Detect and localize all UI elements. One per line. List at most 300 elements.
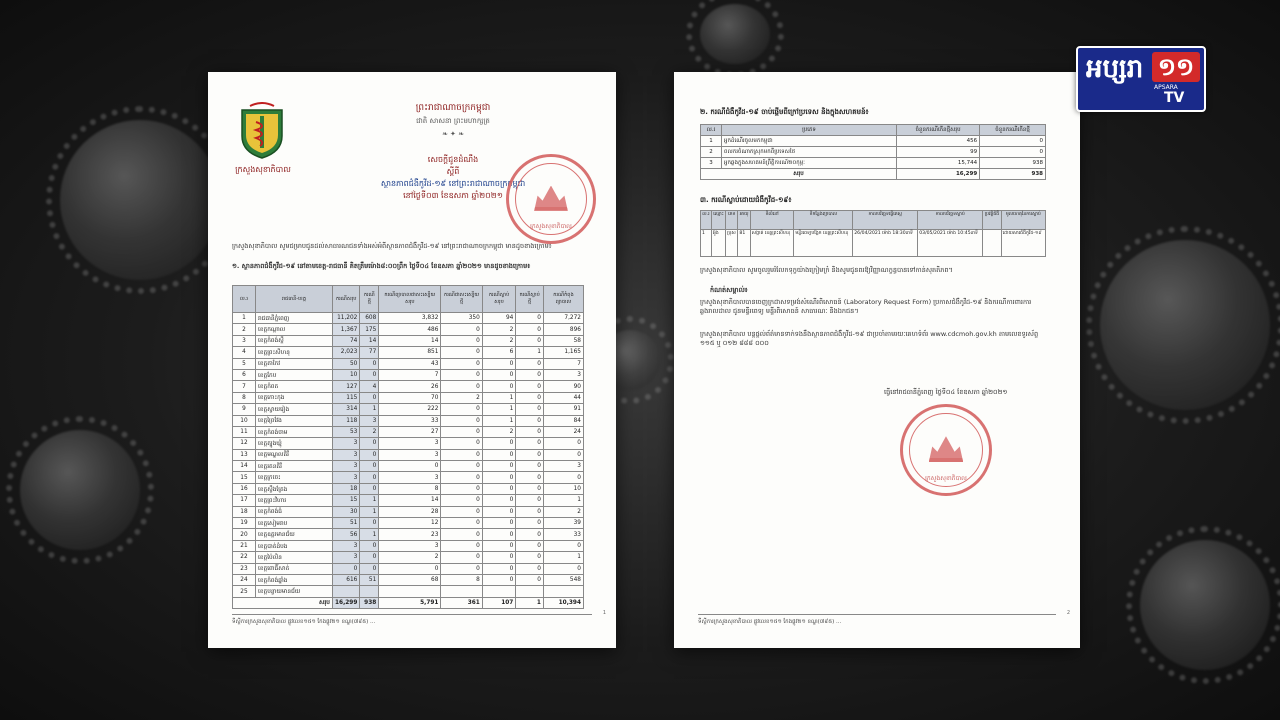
table-cell: 6 — [482, 347, 516, 358]
province-cell: ខេត្តកោះកុង — [256, 392, 333, 403]
table-cell: 2 — [441, 392, 482, 403]
table-cell: 0 — [441, 506, 482, 517]
motto-line: ជាតិ សាសនា ព្រះមហាក្សត្រ — [416, 117, 490, 125]
table-row — [233, 347, 584, 358]
table-row — [233, 495, 584, 506]
table-cell: 0 — [482, 563, 516, 574]
table-cell: 0 — [379, 461, 441, 472]
seal-text: ក្រសួងសុខាភិបាល — [530, 222, 572, 230]
province-cell: ខេត្តពោធិ៍សាត់ — [256, 563, 333, 574]
total-cell: 938 — [360, 597, 379, 608]
table-cell: 0 — [441, 324, 482, 335]
table-cell: 68 — [379, 574, 441, 585]
table-cell: 94 — [482, 313, 516, 324]
page-number: 2 — [1066, 610, 1070, 616]
table-cell: 0 — [516, 335, 544, 346]
table-cell: 9 — [233, 404, 256, 415]
table-cell — [543, 586, 583, 597]
table-cell: ដោយសារជំងឺកូវីដ-១៩ — [1001, 230, 1045, 257]
column-header: ប្រវត្តិជំងឺ — [983, 211, 1001, 230]
channel-number: ១១ — [1152, 52, 1200, 82]
table-cell: 0 — [543, 449, 583, 460]
table-cell: 0 — [360, 552, 379, 563]
table-cell: 1,367 — [333, 324, 360, 335]
brand-text: អប្សរា — [1086, 54, 1144, 84]
ministry-logo-icon — [236, 102, 288, 160]
title-line-4: នៅថ្ងៃទី០៣ ខែឧសភា ឆ្នាំ២០២១ — [403, 191, 503, 200]
table-cell: 30 — [333, 506, 360, 517]
table-cell: 486 — [379, 324, 441, 335]
table-cell: 0 — [360, 461, 379, 472]
section-1-heading: ១. ស្ថានភាពជំងឺកូវីដ-១៩ នៅតាមខេត្ត-រាជធានី គិតត្រឹមម៉ោង៨:០០ព្រឹក ថ្ងៃទី០៤ ខែឧសភា ឆ្នាំ២០២១ មានដូចខាងក្រោម៖ — [232, 262, 531, 270]
table-cell: 84 — [543, 415, 583, 426]
table-cell: 2,023 — [333, 347, 360, 358]
table-cell: សង្កាត់ ខេត្តព្រះសីហនុ — [750, 230, 794, 257]
table-cell: 0 — [516, 358, 544, 369]
table-cell: 70 — [379, 392, 441, 403]
province-cell: ខេត្តកំពង់ចាម — [256, 426, 333, 437]
table-cell: 43 — [379, 358, 441, 369]
table-cell: 3 — [379, 540, 441, 551]
table-cell: 1 — [360, 506, 379, 517]
table-cell: 0 — [441, 563, 482, 574]
table-cell: 0 — [441, 347, 482, 358]
title-line-3: ស្ថានភាពជំងឺកូវីដ-១៩ នៅព្រះរាជាណាចក្រកម្ពុជា — [380, 179, 526, 188]
table-cell — [333, 586, 360, 597]
table-cell: 27 — [379, 426, 441, 437]
table-cell: 0 — [441, 358, 482, 369]
table-cell: 222 — [379, 404, 441, 415]
column-header: ករណីថ្មី — [360, 286, 379, 313]
table-cell: 0 — [516, 392, 544, 403]
table-cell: 15 — [233, 472, 256, 483]
table-cell: 3 — [701, 158, 722, 169]
page-footer: ទីស្តីការក្រសួងសុខាភិបាល ផ្លូវលេខ១៥១ កែងផ្លូវ២១ ខណ្ឌ(៧៩៥) ... — [698, 614, 1056, 626]
column-header: រាជធានី-ខេត្ត — [256, 286, 333, 313]
table-row — [233, 335, 584, 346]
brand-tv: TV — [1164, 90, 1185, 106]
column-header: ល.រ — [701, 211, 712, 230]
table-cell: 23 — [233, 563, 256, 574]
page-number: 1 — [602, 610, 606, 616]
province-cell: ខេត្តមណ្ឌលគិរី — [256, 449, 333, 460]
table-cell: 8 — [379, 483, 441, 494]
table-cell: 1 — [482, 404, 516, 415]
table-cell: 8 — [233, 392, 256, 403]
table-cell: 3 — [233, 335, 256, 346]
table-cell: 0 — [482, 438, 516, 449]
table-cell: 20 — [233, 529, 256, 540]
table-cell: 0 — [482, 552, 516, 563]
column-header: ចំនួនករណីកើនថ្មី — [980, 125, 1046, 136]
table-cell: 1 — [233, 313, 256, 324]
province-cell: ខេត្តព្រះសីហនុ — [256, 347, 333, 358]
official-seal — [900, 404, 992, 496]
column-header: ប្រភេទ — [722, 125, 897, 136]
table-cell: 0 — [360, 369, 379, 380]
signature-line: ធ្វើនៅរាជធានីភ្នំពេញ ថ្ងៃទី០៤ ខែឧសភា ឆ្នាំ២០២១ — [884, 388, 1008, 396]
table-row — [233, 313, 584, 324]
table-cell: អ្នកឆ្លងក្នុងសហគមន៍ព្រឹត្តិការណ៍២០កុម្ភៈ — [722, 158, 897, 169]
province-cell: ខេត្តកែប — [256, 369, 333, 380]
table-cell: 18 — [233, 506, 256, 517]
column-header: ករណីព្យាបាលជាសះស្បើយសរុប — [379, 286, 441, 313]
table-cell: 91 — [543, 404, 583, 415]
province-cell: ខេត្តត្បូងឃ្មុំ — [256, 438, 333, 449]
table-cell: 2 — [482, 426, 516, 437]
table-cell — [482, 586, 516, 597]
table-cell: 0 — [516, 324, 544, 335]
table-cell: 0 — [516, 563, 544, 574]
ornament: ❧ ✦ ❧ — [441, 130, 465, 138]
table-cell: 0 — [516, 483, 544, 494]
table-cell: 1 — [516, 347, 544, 358]
table-cell: 10 — [543, 483, 583, 494]
table-cell: 0 — [441, 415, 482, 426]
table-cell: 0 — [482, 506, 516, 517]
table-cell: 1 — [360, 495, 379, 506]
table-cell: 0 — [516, 472, 544, 483]
table-cell: 03/05/2021 ម៉ោង 10:45នាទី — [918, 230, 983, 257]
table-cell: 127 — [333, 381, 360, 392]
case-source-table — [700, 124, 1046, 180]
table-row — [233, 574, 584, 585]
document-page-1 — [208, 72, 616, 648]
table-cell: 0 — [441, 529, 482, 540]
table-cell — [983, 230, 1001, 257]
table-row — [233, 449, 584, 460]
table-cell: 0 — [360, 449, 379, 460]
table-cell: 896 — [543, 324, 583, 335]
table-row — [233, 552, 584, 563]
ministry-name: ក្រសួងសុខាភិបាល — [235, 165, 291, 174]
province-cell: ខេត្តកំពង់ស្ពឺ — [256, 335, 333, 346]
virus-image-right — [1100, 240, 1270, 410]
table-row — [233, 540, 584, 551]
table-cell: 0 — [441, 483, 482, 494]
total-cell: 16,299 — [897, 169, 980, 180]
table-cell: មន្ទីរពេទ្យបង្អែក ខេត្តព្រះសីហនុ — [794, 230, 853, 257]
table-cell: 33 — [379, 415, 441, 426]
table-cell: 118 — [333, 415, 360, 426]
table-cell: 3 — [543, 461, 583, 472]
table-cell: 1 — [543, 552, 583, 563]
table-cell: អ្នកដំណើរចូលមកកម្ពុជា — [722, 136, 897, 147]
table-row — [701, 147, 1046, 158]
table-cell: 58 — [543, 335, 583, 346]
province-cell: ខេត្តរតនគិរី — [256, 461, 333, 472]
column-header: ភេទ — [726, 211, 738, 230]
table-cell: 0 — [516, 426, 544, 437]
table-cell: 1 — [482, 392, 516, 403]
table-cell — [360, 586, 379, 597]
table-cell: 26 — [379, 381, 441, 392]
table-cell: 0 — [482, 529, 516, 540]
table-cell: 0 — [516, 518, 544, 529]
table-cell: 0 — [482, 518, 516, 529]
column-header: ករណីជាសះស្បើយថ្មី — [441, 286, 482, 313]
table-cell: 0 — [441, 381, 482, 392]
table-cell: 1 — [482, 415, 516, 426]
table-cell: 4 — [360, 381, 379, 392]
table-cell: 2 — [543, 506, 583, 517]
column-header: កាលបរិច្ឆេទធ្វើតេស្ត — [853, 211, 918, 230]
table-cell: 50 — [333, 358, 360, 369]
table-cell: 0 — [441, 472, 482, 483]
note-paragraph: ក្រសួងសុខាភិបាលបានចេញក្រដាសទម្រង់សំណើរពិសោធន៍ (Laboratory Request Form) ប្រកាសជំងឺកូវីដ-១៩ និងករណីការពារការឆ្លងរាលដាល ជូនមន្ទីរពេទ្យ មន្ទីរពិសោធន៍ សាធារណៈ និងឯកជន។ — [700, 298, 1032, 315]
seal-text: ក្រសួងសុខាភិបាល — [925, 474, 967, 482]
table-cell: 90 — [543, 381, 583, 392]
table-cell: 3 — [379, 449, 441, 460]
table-cell: 0 — [516, 313, 544, 324]
table-cell: 0 — [516, 540, 544, 551]
table-cell: 314 — [333, 404, 360, 415]
table-row — [701, 136, 1046, 147]
table-cell: 0 — [516, 404, 544, 415]
table-header-row — [701, 125, 1046, 136]
province-cell: រាជធានីភ្នំពេញ — [256, 313, 333, 324]
table-cell: 3 — [333, 552, 360, 563]
table-cell: 6 — [233, 369, 256, 380]
table-cell: 608 — [360, 313, 379, 324]
table-cell: ពលករចំណាកស្រុកមកពីប្រទេសថៃ — [722, 147, 897, 158]
table-cell: 1 — [543, 495, 583, 506]
province-cell: ខេត្តតាកែវ — [256, 358, 333, 369]
table-cell: 1 — [701, 230, 712, 257]
column-header: ករណីកំពុងព្យាបាល — [543, 286, 583, 313]
table-row — [233, 392, 584, 403]
document-page-2 — [674, 72, 1080, 648]
table-row — [233, 529, 584, 540]
table-cell: 2 — [360, 426, 379, 437]
total-cell: 938 — [980, 169, 1046, 180]
table-cell: 0 — [360, 438, 379, 449]
table-cell: 1 — [360, 404, 379, 415]
table-cell: 7 — [543, 358, 583, 369]
table-cell: 12 — [379, 518, 441, 529]
table-cell: 0 — [482, 495, 516, 506]
title-line-2: ស្តីពី — [446, 167, 460, 176]
official-seal — [506, 154, 596, 244]
table-cell: 53 — [333, 426, 360, 437]
table-cell: 616 — [333, 574, 360, 585]
table-cell: 3 — [379, 438, 441, 449]
table-cell: 548 — [543, 574, 583, 585]
table-cell: 3 — [379, 472, 441, 483]
table-cell: 18 — [333, 483, 360, 494]
table-cell: 1,165 — [543, 347, 583, 358]
province-cell: ខេត្តកំពត — [256, 381, 333, 392]
table-cell: 0 — [482, 381, 516, 392]
table-cell: 12 — [233, 438, 256, 449]
table-cell: 0 — [482, 540, 516, 551]
table-cell — [379, 586, 441, 597]
province-cell: ខេត្តកណ្តាល — [256, 324, 333, 335]
table-cell: 0 — [441, 518, 482, 529]
table-cell: 4 — [233, 347, 256, 358]
table-cell: 3 — [333, 449, 360, 460]
table-cell: 23 — [379, 529, 441, 540]
province-cell: ខេត្តសៀមរាប — [256, 518, 333, 529]
table-cell: 7 — [379, 369, 441, 380]
table-cell: 33 — [543, 529, 583, 540]
table-cell: 81 — [738, 230, 750, 257]
table-cell: 2 — [233, 324, 256, 335]
total-label: សរុប — [233, 597, 333, 608]
table-cell: 0 — [516, 506, 544, 517]
province-cell: ខេត្តស្វាយរៀង — [256, 404, 333, 415]
table-cell: អ៊ួង — [711, 230, 725, 257]
table-cell: 0 — [516, 495, 544, 506]
table-cell: 21 — [233, 540, 256, 551]
table-cell: 51 — [360, 574, 379, 585]
province-cell: ខេត្តព្រៃវែង — [256, 415, 333, 426]
table-cell: 3 — [543, 369, 583, 380]
virus-image-left — [60, 120, 220, 280]
province-cell: ខេត្តបាត់ដំបង — [256, 540, 333, 551]
table-cell: 0 — [482, 358, 516, 369]
table-cell: 0 — [441, 369, 482, 380]
table-cell: 13 — [233, 449, 256, 460]
intro-paragraph: ក្រសួងសុខាភិបាល សូមជម្រាបជូនដល់សាធារណជនទាំងអស់អំពីស្ថានភាពជំងឺកូវីដ-១៩ នៅព្រះរាជាណាចក្រកម្ពុជា មានដូចខាងក្រោម៖ — [232, 242, 552, 250]
table-cell: 0 — [441, 404, 482, 415]
table-cell: 0 — [482, 369, 516, 380]
table-cell: 0 — [516, 369, 544, 380]
table-cell: 0 — [441, 540, 482, 551]
table-cell: 0 — [980, 136, 1046, 147]
table-header-row — [701, 211, 1046, 230]
table-cell: 0 — [360, 483, 379, 494]
column-header: ចំនួនករណីកើនថ្មីសរុប — [897, 125, 980, 136]
table-cell: 0 — [516, 461, 544, 472]
column-header: ករណីស្លាប់សរុប — [482, 286, 516, 313]
section-3-heading: ៣. ករណីស្លាប់ដោយជំងឺកូវីដ-១៩៖ — [700, 196, 792, 204]
total-cell: 16,299 — [333, 597, 360, 608]
table-cell: 77 — [360, 347, 379, 358]
table-cell: 115 — [333, 392, 360, 403]
section-2-heading: ២. ករណីជំងឺកូវីដ-១៩ ចាប់ផ្តើមពីក្រៅប្រទេស និងក្នុងសហគមន៍៖ — [700, 108, 869, 116]
table-cell: 0 — [441, 426, 482, 437]
table-cell: 0 — [543, 540, 583, 551]
province-cell: ខេត្តព្រះវិហារ — [256, 495, 333, 506]
column-header: អាយុ — [738, 211, 750, 230]
info-paragraph: ក្រសួងសុខាភិបាល បន្តផ្តល់ព័ត៌មានទាក់ទងនឹងស្ថានភាពជំងឺកូវីដ-១៩ ជាប្រចាំតាមរយៈគេហទំព័រ www.cdcmoh.gov.kh តាមលេខទូរស័ព្ទ ១១៥ ឬ ០១២ ៨៨៨ ០០០ — [700, 330, 1039, 347]
table-cell: 175 — [360, 324, 379, 335]
province-cell: ខេត្តក្រចេះ — [256, 472, 333, 483]
table-cell: 99 — [897, 147, 980, 158]
table-total-row — [233, 597, 584, 608]
column-header: ល.រ — [233, 286, 256, 313]
table-cell: 0 — [441, 335, 482, 346]
table-cell: 2 — [379, 552, 441, 563]
table-cell: 0 — [543, 438, 583, 449]
table-cell: 5 — [233, 358, 256, 369]
title-line-1: សេចក្តីជូនដំណឹង — [427, 155, 479, 164]
table-cell: 24 — [233, 574, 256, 585]
table-cell: 19 — [233, 518, 256, 529]
table-row — [233, 381, 584, 392]
table-row — [233, 563, 584, 574]
table-cell: 3,832 — [379, 313, 441, 324]
table-cell: 938 — [980, 158, 1046, 169]
table-cell: 7 — [233, 381, 256, 392]
table-cell: ប្រុស — [726, 230, 738, 257]
table-cell: 2 — [701, 147, 722, 158]
table-cell: 0 — [482, 472, 516, 483]
total-cell: 361 — [441, 597, 482, 608]
table-cell: 3 — [333, 461, 360, 472]
condolence-paragraph: ក្រសួងសុខាភិបាល សូមចូលរួមរំលែកទុក្ខយ៉ាងក្រៀមក្រំ និងសូមជូនពរឱ្យវិញ្ញាណក្ខន្ធបានទៅកាន់សុគតិភព។ — [700, 266, 953, 274]
table-cell: 14 — [360, 335, 379, 346]
column-header: ករណីស្លាប់ថ្មី — [516, 286, 544, 313]
province-cell: ខេត្តកំពង់ឆ្នាំង — [256, 574, 333, 585]
table-total-row — [701, 169, 1046, 180]
table-cell: 28 — [379, 506, 441, 517]
column-header: កាលបរិច្ឆេទស្លាប់ — [918, 211, 983, 230]
table-cell: 3 — [333, 472, 360, 483]
table-cell: 14 — [379, 335, 441, 346]
table-cell: 0 — [360, 472, 379, 483]
table-cell: 74 — [333, 335, 360, 346]
death-case-table — [700, 210, 1046, 257]
table-cell: 0 — [333, 563, 360, 574]
table-row — [233, 506, 584, 517]
table-cell: 25 — [233, 586, 256, 597]
column-header: មូលហេតុនៃការស្លាប់ — [1001, 211, 1045, 230]
table-header-row — [233, 286, 584, 313]
table-cell: 0 — [482, 574, 516, 585]
table-cell: 0 — [441, 461, 482, 472]
table-row — [233, 426, 584, 437]
table-cell: 16 — [233, 483, 256, 494]
total-cell: 10,394 — [543, 597, 583, 608]
table-cell: 3 — [360, 415, 379, 426]
table-cell: 0 — [516, 449, 544, 460]
table-cell: 24 — [543, 426, 583, 437]
table-cell: 350 — [441, 313, 482, 324]
table-row — [233, 358, 584, 369]
table-row — [701, 158, 1046, 169]
table-cell: 10 — [333, 369, 360, 380]
brand-sub: APSARA — [1154, 84, 1178, 91]
table-cell — [516, 586, 544, 597]
table-cell: 3 — [333, 438, 360, 449]
table-cell: 0 — [516, 415, 544, 426]
table-cell: 0 — [441, 438, 482, 449]
virus-image-bottom-left — [20, 430, 140, 550]
table-cell: 2 — [482, 335, 516, 346]
table-cell: 0 — [379, 563, 441, 574]
table-row — [233, 438, 584, 449]
table-cell: 0 — [516, 381, 544, 392]
table-cell: 0 — [360, 358, 379, 369]
table-cell: 51 — [333, 518, 360, 529]
kingdom-header — [328, 102, 578, 141]
table-row — [233, 324, 584, 335]
virus-image-bottom-right — [1140, 540, 1270, 670]
table-cell: 8 — [441, 574, 482, 585]
table-row — [233, 518, 584, 529]
column-header: ល.រ — [701, 125, 722, 136]
total-cell: 5,791 — [379, 597, 441, 608]
table-cell: 0 — [360, 518, 379, 529]
table-cell: 2 — [482, 324, 516, 335]
province-cell: ខេត្តស្ទឹងត្រែង — [256, 483, 333, 494]
note-heading: កំណត់សម្គាល់៖ — [710, 286, 748, 294]
province-cell: ខេត្តបន្ទាយមានជ័យ — [256, 586, 333, 597]
table-cell: 0 — [482, 449, 516, 460]
column-header: ទីកន្លែងព្យាបាល — [794, 211, 853, 230]
